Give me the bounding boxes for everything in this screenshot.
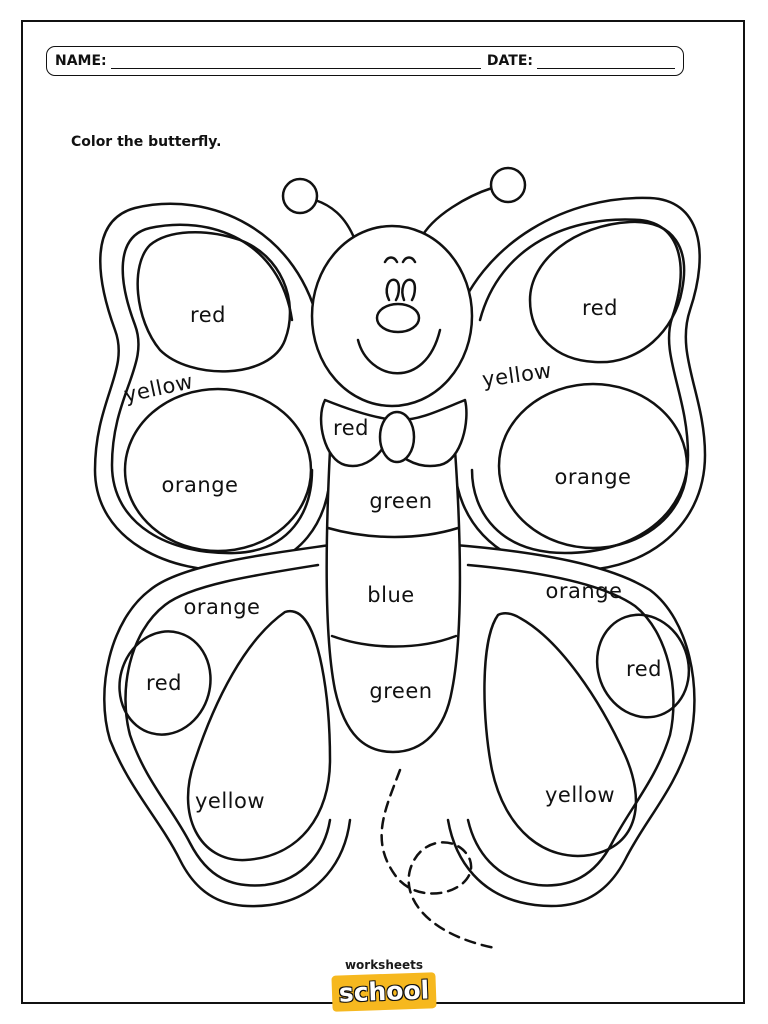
bow-tie-knot [380, 412, 414, 462]
logo-top-text: worksheets [344, 958, 424, 972]
label-upper-left-wing: yellow [121, 369, 196, 408]
label-lower-left-wing: orange [183, 595, 261, 619]
right-antenna [420, 188, 492, 240]
label-bow-tie: red [333, 416, 369, 440]
label-upper-right-wing: yellow [480, 358, 554, 392]
nose [377, 304, 419, 332]
date-label: DATE: [486, 53, 533, 69]
label-upper-left-circle: orange [161, 473, 239, 497]
instruction-text: Color the butterfly. [71, 134, 222, 150]
worksheets-school-logo [330, 958, 438, 1014]
label-body-top: green [369, 489, 433, 513]
label-lower-left-spot: red [146, 671, 182, 695]
left-antenna [315, 200, 355, 240]
name-label: NAME: [55, 53, 107, 69]
label-body-middle: blue [367, 583, 415, 607]
logo-bottom-text: school [331, 972, 436, 1012]
label-lower-left-teardrop: yellow [194, 789, 266, 813]
label-upper-right-spot: red [582, 296, 618, 320]
label-lower-right-teardrop: yellow [544, 783, 616, 807]
label-upper-right-circle: orange [554, 465, 632, 489]
left-antenna-tip [283, 179, 317, 213]
label-lower-right-spot: red [626, 657, 662, 681]
label-body-bottom: green [369, 679, 433, 703]
right-antenna-tip [491, 168, 525, 202]
label-lower-right-wing: orange [545, 579, 623, 603]
label-upper-left-spot: red [190, 303, 226, 327]
